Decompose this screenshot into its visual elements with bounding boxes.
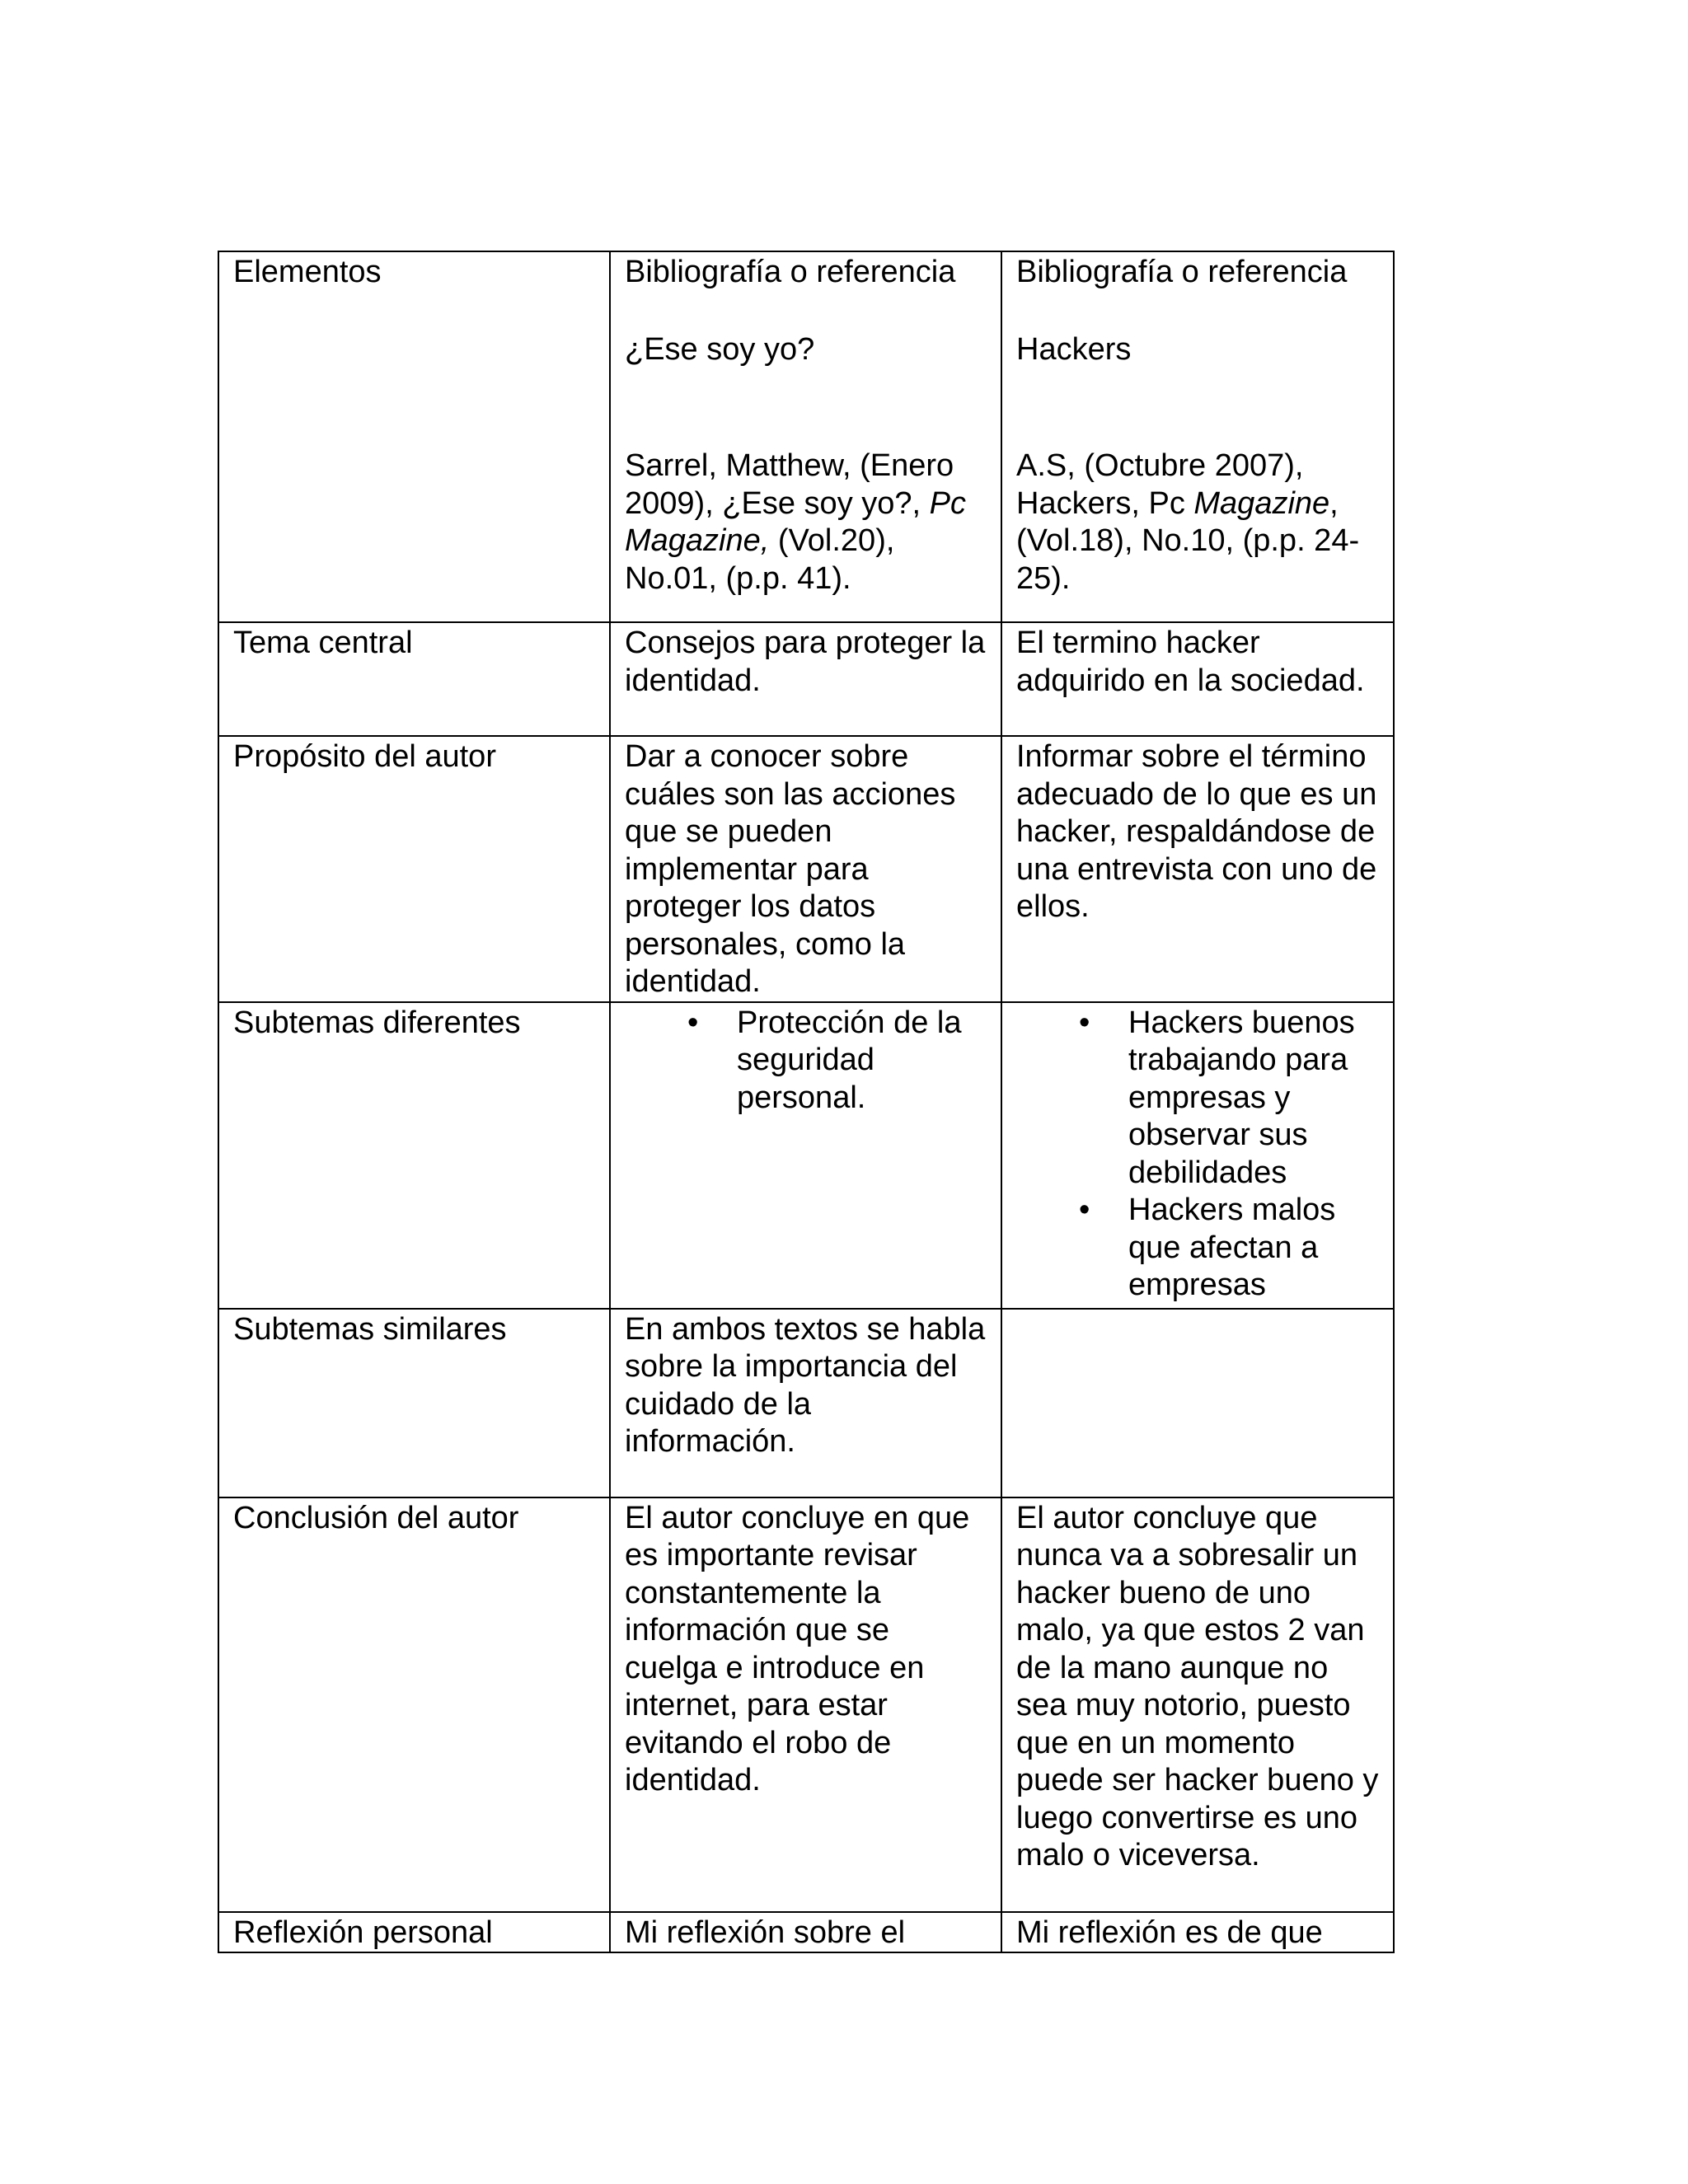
table-row	[218, 736, 1394, 1002]
reference-title-2: Hackers	[1016, 331, 1132, 367]
table-row	[218, 622, 1394, 736]
bullet-list	[1016, 1005, 1379, 1305]
table-row	[218, 1309, 1394, 1497]
row-label-cell: Subtemas similares	[218, 1309, 610, 1497]
table-row	[218, 1912, 1394, 1953]
header-reference-2-cell	[1001, 251, 1394, 622]
table-cell	[1001, 1309, 1394, 1497]
table-cell	[1001, 1002, 1394, 1309]
table-row	[218, 251, 1394, 622]
table-cell: Consejos para proteger la identidad.	[610, 622, 1001, 736]
table-cell: El autor concluye que nunca va a sobresalir un hacker bueno de uno malo, ya que estos 2 van de la mano aunque no sea muy notorio, puesto que en un momento puede ser hacker bueno y luego convertirse es uno malo o viceversa.	[1001, 1497, 1394, 1912]
header-elements-label: Elementos	[233, 255, 382, 289]
reference-label-2: Bibliografía o referencia	[1016, 255, 1348, 289]
row-label-cell: Propósito del autor	[218, 736, 610, 1002]
table-cell: Mi reflexión es de que	[1001, 1912, 1394, 1953]
table-cell: El termino hacker adquirido en la sociedad.	[1001, 622, 1394, 736]
list-item: • Hackers malos que afectan a empresas	[1016, 1192, 1379, 1305]
row-label-cell: Conclusión del autor	[218, 1497, 610, 1912]
header-reference-1-cell	[610, 251, 1001, 622]
list-item: • Protección de la seguridad personal.	[625, 1005, 987, 1118]
reference-citation-1: Sarrel, Matthew, (Enero 2009), ¿Ese soy yo?, Pc Magazine, (Vol.20), No.01, (p.p. 41).	[625, 448, 966, 596]
table-cell: Mi reflexión sobre el	[610, 1912, 1001, 1953]
comparison-table	[218, 251, 1395, 1953]
row-label-cell: Subtemas diferentes	[218, 1002, 610, 1309]
table-cell: En ambos textos se habla sobre la importancia del cuidado de la información.	[610, 1309, 1001, 1497]
reference-citation-2: A.S, (Octubre 2007), Hackers, Pc Magazine, (Vol.18), No.10, (p.p. 24-25).	[1016, 448, 1360, 596]
table-cell: El autor concluye en que es importante revisar constantemente la información que se cuelga e introduce en internet, para estar evitando el robo de identidad.	[610, 1497, 1001, 1912]
table-cell	[610, 1002, 1001, 1309]
list-item: • Hackers buenos trabajando para empresas y observar sus debilidades	[1016, 1005, 1379, 1193]
reference-title-1: ¿Ese soy yo?	[625, 331, 815, 367]
reference-label-1: Bibliografía o referencia	[625, 255, 956, 289]
table-cell: Informar sobre el término adecuado de lo que es un hacker, respaldándose de una entrevista con uno de ellos.	[1001, 736, 1394, 1002]
header-elements-cell	[218, 251, 610, 622]
table-row	[218, 1002, 1394, 1309]
row-label-cell: Tema central	[218, 622, 610, 736]
row-label-cell: Reflexión personal	[218, 1912, 610, 1953]
table-cell: Dar a conocer sobre cuáles son las acciones que se pueden implementar para proteger los datos personales, como la identidad.	[610, 736, 1001, 1002]
table-row	[218, 1497, 1394, 1912]
bullet-list	[625, 1005, 987, 1118]
